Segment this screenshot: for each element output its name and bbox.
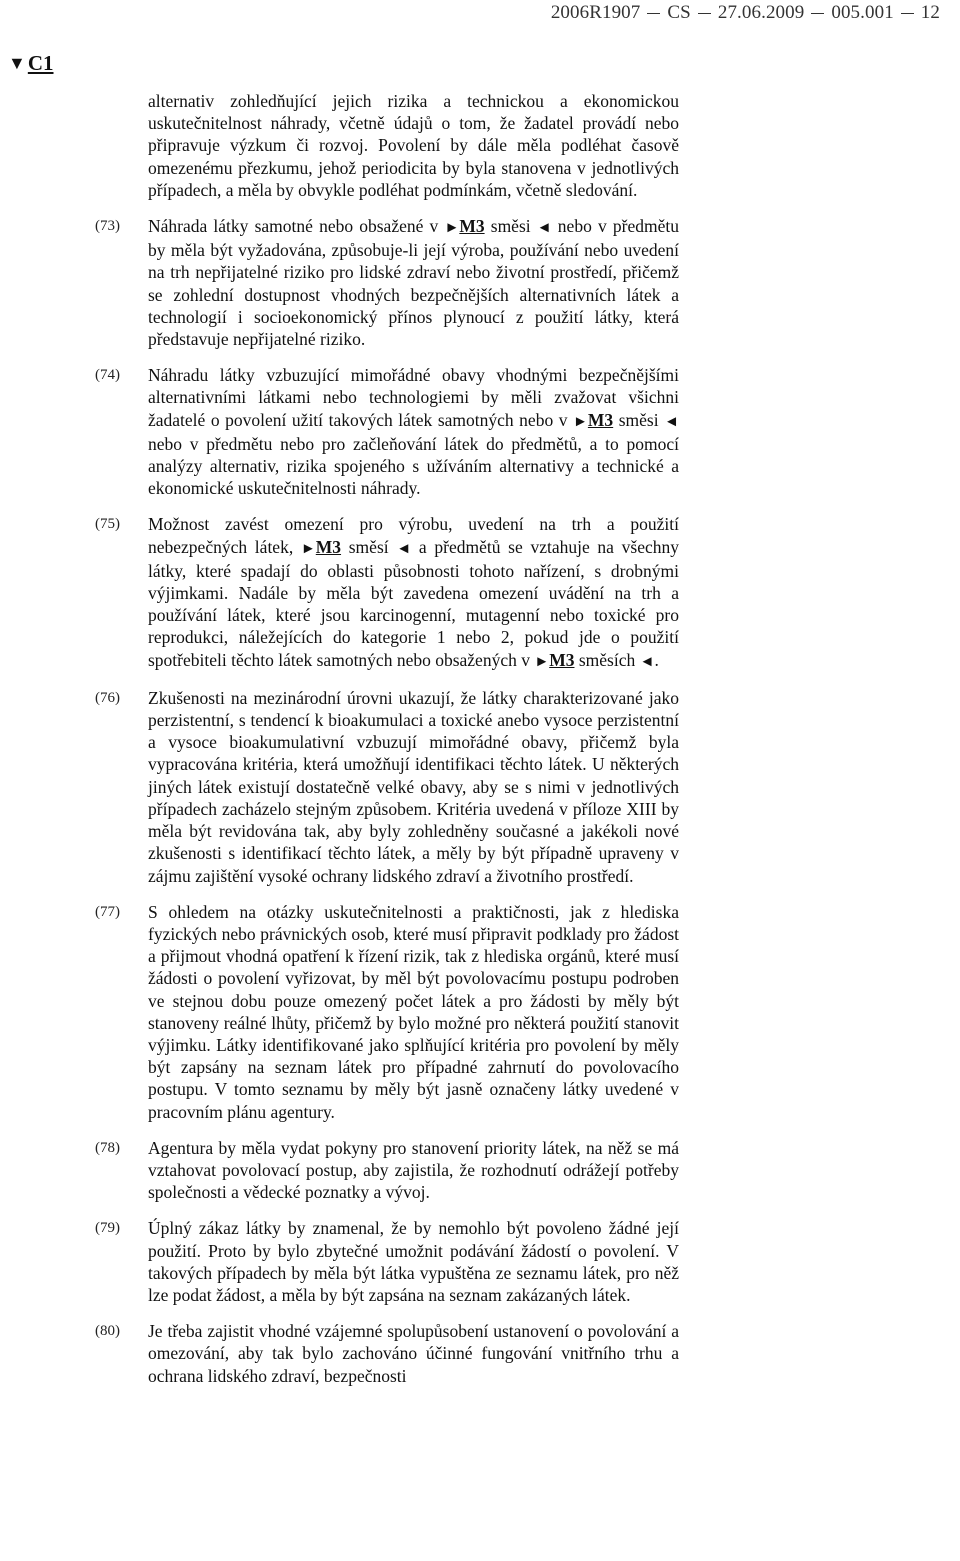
amendment-code: M3	[587, 409, 614, 430]
doc-id: 2006R1907	[550, 2, 641, 23]
text-fragment: Možnost zavést omezení pro výrobu, uvedení na trh a použití nebezpečných látek,	[148, 514, 679, 557]
text-fragment: S ohledem na otázky uskutečnitelnosti a praktičnosti, jak z hlediska fyzických nebo právnických osob, které musí připravit podklady pro žádost a přijmout vhodná opatření k řízení rizik, tak z hlediska orgánů, které musí žádosti o povolení vyřizovat, by měl být povolovacímu postupu podroben ve stejnou dobu pouze omezený počet látek a pro žádosti by měly být stanoveny reálné lhůty, přičemž by bylo možné pro některá použití stanovit výjimku. Látky identifikované jako splňující kritéria pro povolení by měly být zapsány na seznam látek pro případné zahrnutí do povolovacího postupu. V tomto seznamu by měly být jasně označeny látky uvedené v pracovním plánu agentury.	[148, 901, 679, 1122]
recital-text	[148, 90, 679, 201]
text-fragment: alternativ zohledňující jejich rizika a technickou a ekonomickou uskutečnitelnost náhrady, včetně údajů o tom, že žadatel provádí nebo připravuje výzkum či rozvoj. Povolení by dále měla podléhat časově omezenému přezkumu, jehož periodicita by byla stanovena v jednotlivých případech, a měla by obvykle podléhat podmínkám, včetně sledování.	[148, 91, 679, 200]
header-dash	[647, 13, 660, 14]
recital-paragraph	[95, 901, 679, 1123]
recital-number: (79)	[95, 1220, 120, 1237]
recital-paragraph	[95, 1320, 679, 1387]
text-fragment: Náhradu látky vzbuzující mimořádné obavy vhodnými bezpečnějšími alternativními látkami nebo technologiemi by měli zvažovat všichni žadatelé o povolení užití takových látek samotných nebo v	[148, 365, 679, 430]
amendment-code: M3	[549, 649, 575, 670]
doc-lang: CS	[667, 2, 691, 23]
recital-number: (77)	[95, 903, 120, 920]
recital-text	[148, 215, 679, 350]
amendment-open-icon: ►	[573, 413, 588, 430]
amendment-close-icon: ◄	[396, 540, 412, 557]
recital-paragraph	[148, 90, 679, 201]
text-fragment: Je třeba zajistit vhodné vzájemné spolupůsobení ustanovení o povolování a omezování, aby tak bylo zachováno účinné fungování vnitřního trhu a ochrana lidského zdraví, bezpečnosti	[148, 1321, 679, 1386]
recital-text	[148, 513, 679, 672]
recital-text	[148, 687, 679, 887]
recital-number: (75)	[95, 516, 120, 533]
recital-number: (73)	[95, 218, 120, 235]
page-header	[551, 2, 940, 24]
text-fragment: směsích	[574, 649, 640, 670]
text-fragment: a předmětů se vztahuje na všechny látky, které spadají do oblasti působnosti tohoto nařízení, s drobnými výjimkami. Nadále by měla být zavedena omezení uvádění na trh a používání látek, které jsou karcinogenní, mutagenní nebo toxické pro reprodukci, náležejících do kategorie 1 nebo 2, pokud jde o použití spotřebiteli těchto látek samotných nebo obsažených v	[148, 536, 679, 670]
recital-number: (74)	[95, 367, 120, 384]
header-dash	[811, 13, 824, 14]
recital-paragraph	[95, 687, 679, 887]
document-body	[95, 90, 679, 1401]
doc-date: 27.06.2009	[717, 2, 805, 23]
amendment-open-icon: ►	[534, 653, 550, 670]
text-fragment: směsi	[613, 409, 665, 430]
recital-paragraph	[95, 1137, 679, 1204]
recital-number: (78)	[95, 1139, 120, 1156]
text-fragment: nebo v předmětu by měla být vyžadována, způsobuje-li její výroba, používání nebo uvedení na trh nepřijatelné riziko pro lidské zdraví nebo životní prostředí, přičemž se zohlední dostupnost vhodných bezpečnějších alternativních látek a technologií i socioekonomický přínos plynoucí z použití látky, která představuje nepřijatelné riziko.	[148, 216, 679, 350]
recital-paragraph	[95, 1217, 679, 1306]
header-dash	[901, 13, 914, 14]
recital-paragraph	[95, 364, 679, 499]
corrigendum-marker	[8, 51, 54, 76]
recital-number: (80)	[95, 1323, 120, 1340]
recital-text	[148, 1137, 679, 1204]
corrigendum-code: C1	[27, 51, 54, 75]
recital-number: (76)	[95, 689, 120, 706]
text-fragment: .	[654, 649, 659, 670]
amendment-open-icon: ►	[444, 220, 460, 237]
amendment-code: M3	[459, 216, 485, 237]
recital-text	[148, 1217, 679, 1306]
text-fragment: Náhrada látky samotné nebo obsažené v	[148, 216, 445, 237]
amendment-close-icon: ◄	[664, 413, 679, 430]
text-fragment: Agentura by měla vydat pokyny pro stanovení priority látek, na něž se má vztahovat povolovací postup, aby zajistila, že rozhodnutí odrážejí potřeby společnosti a vědecké poznatky a vývoj.	[148, 1137, 679, 1203]
text-fragment: Zkušenosti na mezinárodní úrovni ukazují, že látky charakterizované jako perzistentní, s tendencí k bioakumulaci a toxické anebo vysoce perzistentní a vysoce bioakumulativní vzbuzují mimořádné obavy, přičemž byla vypracována kritéria, která umožňují identifikaci těchto látek. U některých jiných látek existují dostatečně velké obavy, aby se s nimi v jednotlivých případech zacházelo stejným způsobem. Kritéria uvedená v příloze XIII by měla být revidována tak, aby byly zohledněny současné a jakékoli nové zkušenosti s identifikací těchto látek, a měly by být případně upraveny v zájmu zajištění vysoké ochrany lidského zdraví a životního prostředí.	[148, 687, 679, 886]
text-fragment: směsi	[484, 216, 537, 237]
doc-version: 005.001	[831, 2, 894, 23]
amendment-code: M3	[315, 536, 342, 557]
amendment-close-icon: ◄	[639, 653, 655, 670]
amendment-open-icon: ►	[300, 540, 316, 557]
recital-text	[148, 364, 679, 499]
text-fragment: Úplný zákaz látky by znamenal, že by nemohlo být povoleno žádné její použití. Proto by bylo zbytečné umožnit podávání žádostí o povolení. V takových případech by měla být látka vypuštěna ze seznamu látek, pro něž lze podat žádost, a měla by být zapsána na seznam zakázaných látek.	[148, 1218, 679, 1305]
amendment-close-icon: ◄	[536, 220, 552, 237]
recital-paragraph	[95, 513, 679, 672]
recital-text	[148, 901, 679, 1123]
header-dash	[698, 13, 711, 14]
text-fragment: nebo v předmětu nebo pro začleňování látek do předmětů, a to pomocí analýzy alternativ, rizika spojeného s užíváním alternativy a technické a ekonomické uskutečnitelnosti náhrady.	[148, 433, 679, 499]
recital-text	[148, 1320, 679, 1387]
page-number: 12	[920, 2, 940, 23]
text-fragment: směsí	[341, 536, 397, 557]
down-triangle-icon: ▼	[8, 53, 26, 73]
recital-paragraph	[95, 215, 679, 350]
